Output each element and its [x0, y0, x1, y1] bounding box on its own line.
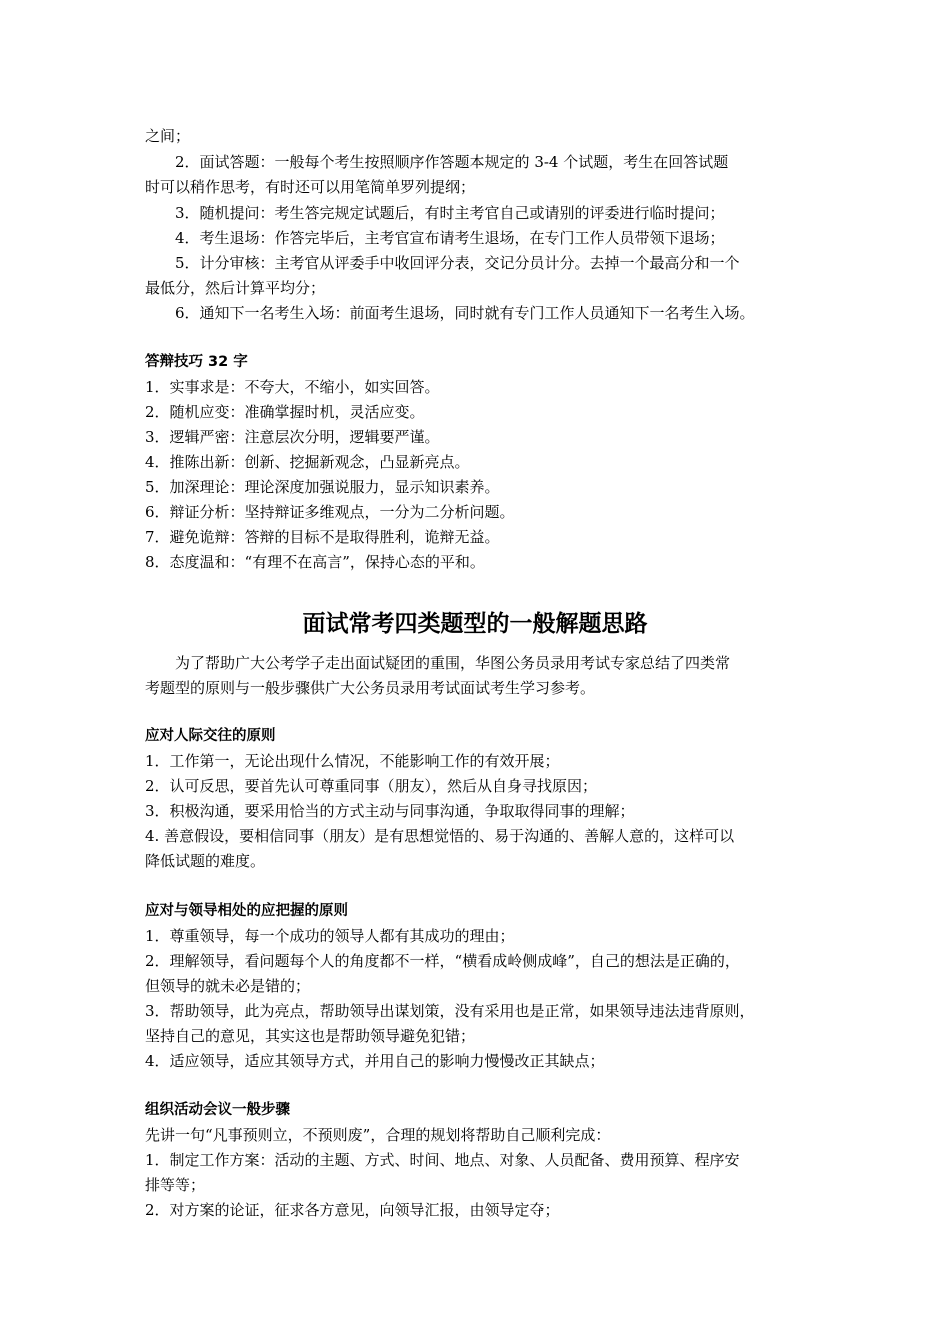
skills-item: 8．态度温和：“有理不在高言”，保持心态的平和。	[145, 553, 485, 571]
skills-item: 4．推陈出新：创新、挖掘新观念，凸显新亮点。	[145, 453, 470, 471]
process-step-6: 6．通知下一名考生入场：前面考生退场，同时就有专门工作人员通知下一名考生入场。	[175, 304, 755, 322]
process-step-4: 4．考生退场：作答完毕后，主考官宣布请考生退场，在专门工作人员带领下退场；	[175, 229, 725, 247]
leader-item: 4．适应领导，适应其领导方式，并用自己的影响力慢慢改正其缺点；	[145, 1052, 605, 1070]
skills-item: 2．随机应变：准确掌握时机，灵活应变。	[145, 403, 425, 421]
interpersonal-item: 4. 善意假设，要相信同事（朋友）是有思想觉悟的、易于沟通的、善解人意的，这样可以	[145, 827, 735, 845]
leader-heading: 应对与领导相处的应把握的原则	[145, 903, 348, 919]
process-step-5-cont: 最低分，然后计算平均分；	[145, 279, 326, 297]
leader-item-cont: 但领导的就未必是错的；	[145, 977, 311, 995]
organize-item: 1．制定工作方案：活动的主题、方式、时间、地点、对象、人员配备、费用预算、程序安	[145, 1151, 740, 1169]
process-step-5: 5．计分审核：主考官从评委手中收回评分表，交记分员计分。去掉一个最高分和一个	[175, 254, 740, 272]
interpersonal-item-cont: 降低试题的难度。	[145, 852, 266, 870]
process-step-2: 2．面试答题：一般每个考生按照顺序作答题本规定的 3-4 个试题，考生在回答试题	[175, 153, 729, 171]
skills-item: 5．加深理论：理论深度加强说服力，显示知识素养。	[145, 478, 500, 496]
leader-item: 1．尊重领导，每一个成功的领导人都有其成功的理由；	[145, 927, 515, 945]
article-intro: 为了帮助广大公考学子走出面试疑团的重围，华图公务员录用考试专家总结了四类常	[175, 654, 731, 672]
process-step-3: 3．随机提问：考生答完规定试题后，有时主考官自己或请别的评委进行临时提问；	[175, 204, 725, 222]
skills-item: 7．避免诡辩：答辩的目标不是取得胜利，诡辩无益。	[145, 528, 500, 546]
skills-item: 6．辩证分析：坚持辩证多维观点，一分为二分析问题。	[145, 503, 515, 521]
organize-heading: 组织活动会议一般步骤	[145, 1102, 290, 1118]
organize-item: 2．对方案的论证，征求各方意见，向领导汇报，由领导定夺；	[145, 1201, 560, 1219]
leader-item-cont: 坚持自己的意见，其实这也是帮助领导避免犯错；	[145, 1027, 476, 1045]
organize-item-cont: 排等等；	[145, 1176, 206, 1194]
skills-item: 1．实事求是：不夸大，不缩小，如实回答。	[145, 378, 440, 396]
skills-heading: 答辩技巧 32 字	[145, 354, 248, 370]
interpersonal-item: 3．积极沟通，要采用恰当的方式主动与同事沟通，争取取得同事的理解；	[145, 802, 635, 820]
article-title: 面试常考四类题型的一般解题思路	[302, 611, 648, 637]
interpersonal-item: 1．工作第一，无论出现什么情况，不能影响工作的有效开展；	[145, 752, 560, 770]
process-line-0: 之间；	[145, 127, 191, 145]
leader-item: 3．帮助领导，此为亮点，帮助领导出谋划策，没有采用也是正常，如果领导违法违背原则，	[145, 1002, 755, 1020]
process-step-2-cont: 时可以稍作思考，有时还可以用笔简单罗列提纲；	[145, 178, 476, 196]
interpersonal-item: 2．认可反思，要首先认可尊重同事（朋友），然后从自身寻找原因；	[145, 777, 598, 795]
leader-item: 2．理解领导，看问题每个人的角度都不一样，“横看成岭侧成峰”，自己的想法是正确的，	[145, 952, 740, 970]
skills-item: 3．逻辑严密：注意层次分明，逻辑要严谨。	[145, 428, 440, 446]
article-intro-cont: 考题型的原则与一般步骤供广大公务员录用考试面试考生学习参考。	[145, 679, 596, 697]
interpersonal-heading: 应对人际交往的原则	[145, 728, 276, 744]
organize-intro: 先讲一句“凡事预则立，不预则废”，合理的规划将帮助自己顺利完成：	[145, 1126, 611, 1144]
